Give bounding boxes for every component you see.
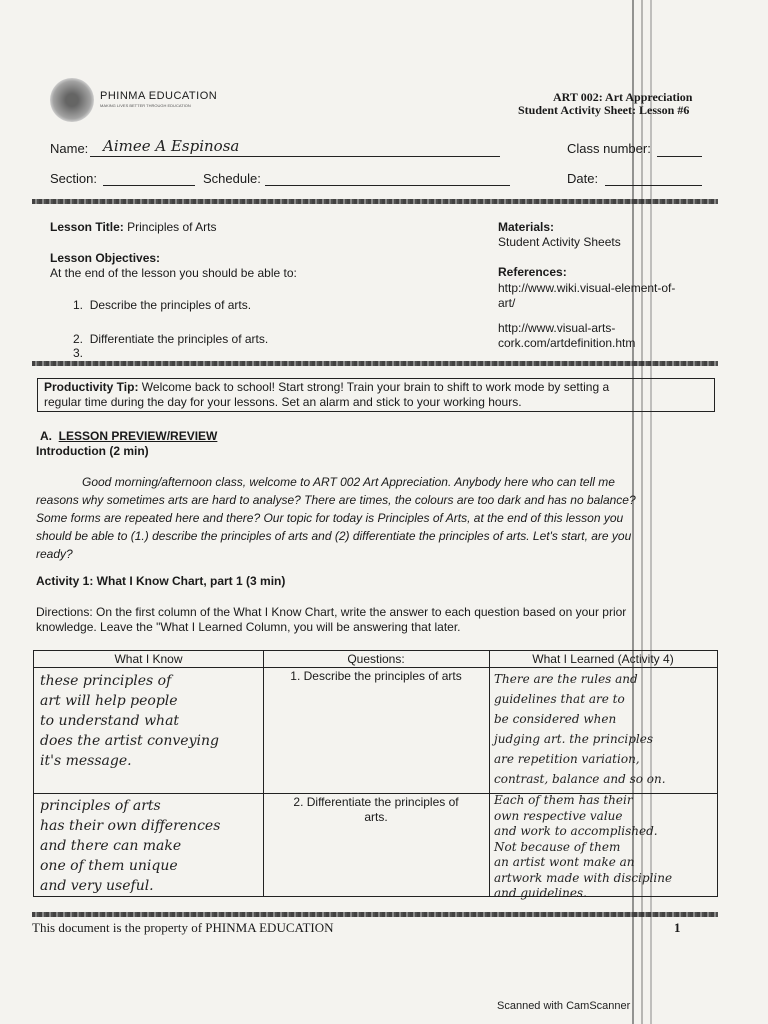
date-line[interactable] bbox=[605, 185, 702, 186]
section-line[interactable] bbox=[103, 185, 195, 186]
answer-learned-2[interactable]: Each of them has their own respective value and work to accomplished. Not because of them an artist wont make an artwork made with discipline and guidelines. bbox=[494, 793, 673, 900]
logo bbox=[50, 78, 94, 122]
objectives-intro: At the end of the lesson you should be able to: bbox=[50, 266, 297, 280]
references-heading: References: bbox=[498, 265, 567, 279]
what-i-know-table bbox=[33, 650, 718, 900]
schedule-line[interactable] bbox=[265, 185, 510, 186]
name-label: Name: bbox=[50, 141, 89, 156]
objective-1: 1. Describe the principles of arts. bbox=[73, 298, 252, 312]
reference-1: http://www.wiki.visual-element-of- art/ bbox=[498, 281, 676, 310]
materials-value: Student Activity Sheets bbox=[498, 235, 621, 249]
footer-text: This document is the property of PHINMA EDUCATION bbox=[32, 920, 334, 935]
objective-2: 2. Differentiate the principles of arts. bbox=[73, 332, 269, 346]
activity-directions: Directions: On the first column of the What I Know Chart, write the answer to each question based on your prior knowledge. Leave the "What I Learned Column, you will be answering that later. bbox=[36, 605, 627, 634]
col-header-know: What I Know bbox=[114, 652, 183, 666]
materials-heading: Materials: bbox=[498, 220, 555, 234]
intro-paragraph: Good morning/afternoon class, welcome to ART 002 Art Appreciation. Anybody here who can tell me reasons why sometimes arts are hard to analyse? There are times, the colours are too dark and has no balance? Some forms are repeated here and there? Our topic for today is Principles of Arts, at the end of this lesson you should be able to (1.) describe the principles of arts and (2) differentiate the principles of arts. Let's start, are you ready? bbox=[36, 475, 636, 561]
sheet-title: Student Activity Sheet: Lesson #6 bbox=[518, 103, 690, 117]
objective-3: 3. bbox=[73, 346, 84, 360]
logo-text: PHINMA EDUCATION bbox=[100, 90, 218, 102]
scanner-watermark: Scanned with CamScanner bbox=[497, 1000, 631, 1012]
answer-learned-1[interactable]: There are the rules and guidelines that are to be considered when judging art. the principles are repetition variation, contrast, balance and so on. bbox=[494, 672, 666, 786]
answer-know-2[interactable]: principles of arts has their own differences and there can make one of them unique and very useful. bbox=[40, 798, 221, 894]
answer-know-1[interactable]: these principles of art will help people to understand what does the artist conveying it's message. bbox=[40, 673, 219, 769]
divider bbox=[32, 199, 718, 204]
page-number: 1 bbox=[674, 920, 681, 935]
logo-tagline: MAKING LIVES BETTER THROUGH EDUCATION bbox=[100, 103, 191, 108]
schedule-label: Schedule: bbox=[203, 171, 261, 186]
activity-title: Activity 1: What I Know Chart, part 1 (3 min) bbox=[36, 574, 286, 588]
class-number-label: Class number: bbox=[567, 141, 651, 156]
divider bbox=[32, 361, 718, 366]
question-1: 1. Describe the principles of arts bbox=[290, 669, 462, 683]
lesson-title: Lesson Title: Principles of Arts bbox=[50, 220, 217, 234]
name-value[interactable]: Aimee A Espinosa bbox=[103, 137, 240, 155]
name-line bbox=[90, 156, 500, 157]
objectives-heading: Lesson Objectives: bbox=[50, 251, 161, 265]
divider bbox=[32, 912, 718, 917]
section-label: Section: bbox=[50, 171, 97, 186]
productivity-tip-box: Productivity Tip: Welcome back to school! Start strong! Train your brain to shift to work mode by setting a regular time during the day for your lessons. Set an alarm and stick to your working hours. bbox=[37, 378, 715, 412]
intro-heading: Introduction (2 min) bbox=[36, 444, 149, 458]
reference-2: http://www.visual-arts- cork.com/artdefinition.htm bbox=[498, 321, 636, 350]
question-2: 2. Differentiate the principles of arts. bbox=[293, 795, 459, 824]
col-header-questions: Questions: bbox=[347, 652, 405, 666]
course-title: ART 002: Art Appreciation bbox=[553, 90, 693, 104]
section-a-heading: A. LESSON PREVIEW/REVIEW bbox=[40, 429, 218, 443]
col-header-learned: What I Learned (Activity 4) bbox=[532, 652, 674, 666]
date-label: Date: bbox=[567, 171, 599, 186]
class-number-line[interactable] bbox=[657, 156, 702, 157]
